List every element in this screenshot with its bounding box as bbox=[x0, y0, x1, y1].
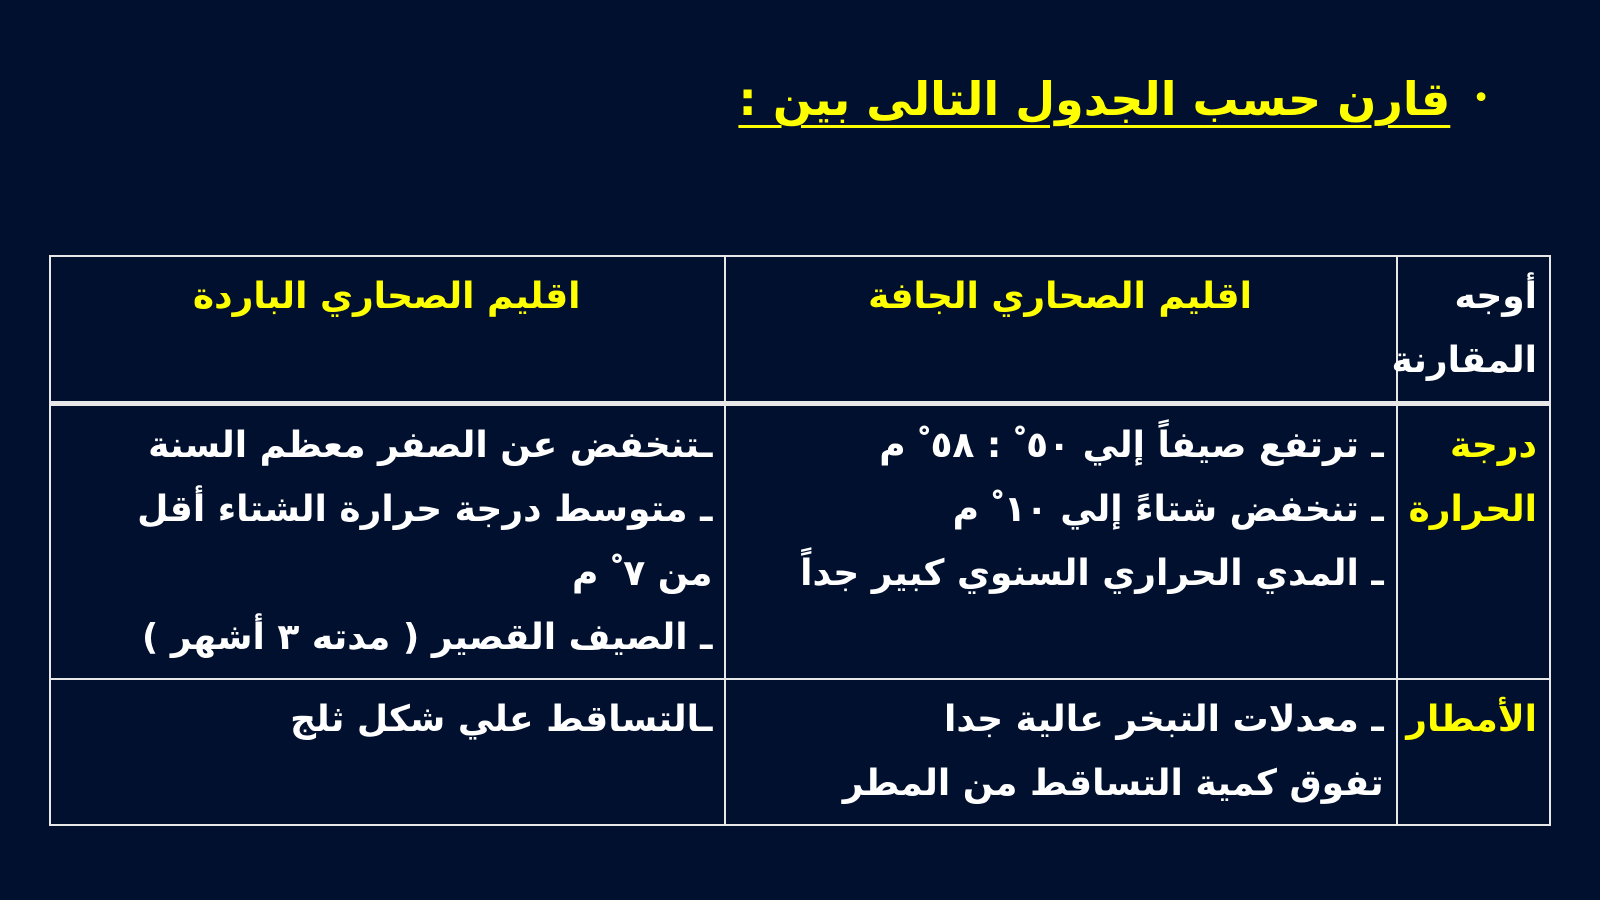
cell-cold-temperature bbox=[50, 404, 725, 680]
header-cell-aspect bbox=[1391, 256, 1550, 404]
header-aspect-line: أوجه bbox=[1454, 276, 1537, 317]
title-row bbox=[738, 72, 1490, 126]
cell-line: ـ تنخفض شتاءً إلي ١٠ ْ م bbox=[952, 489, 1384, 530]
cell-hot-temperature bbox=[725, 404, 1396, 680]
cell-hot-rainfall bbox=[725, 679, 1396, 825]
cell-cold-rainfall bbox=[50, 679, 725, 825]
cell-line: ـ ترتفع صيفاً إلي ٥٠ ْ : ٥٨ ْ م bbox=[879, 425, 1384, 466]
row-label-rainfall bbox=[1397, 679, 1550, 825]
table-row-rainfall bbox=[50, 679, 1550, 825]
table-row-temperature bbox=[50, 404, 1550, 680]
cell-line: ـ معدلات التبخر عالية جدا bbox=[944, 699, 1384, 740]
cell-line: تفوق كمية التساقط من المطر bbox=[842, 763, 1384, 804]
cell-line: ـ متوسط درجة حرارة الشتاء أقل bbox=[137, 489, 713, 530]
header-aspect-line: المقارنة bbox=[1391, 340, 1537, 381]
title-bullet: • bbox=[1472, 81, 1490, 116]
row-label-line: الأمطار bbox=[1406, 699, 1537, 740]
header-cell-cold-desert: اقليم الصحاري الباردة bbox=[50, 256, 725, 404]
cell-line: ـتنخفض عن الصفر معظم السنة bbox=[148, 425, 713, 466]
cell-line: من ٧ ْ م bbox=[571, 553, 713, 594]
table-header-row bbox=[50, 256, 1550, 404]
row-label-temperature bbox=[1397, 404, 1550, 680]
row-label-line: الحرارة bbox=[1408, 489, 1537, 530]
cell-line: ـ المدي الحراري السنوي كبير جداً bbox=[800, 553, 1384, 594]
comparison-table bbox=[49, 255, 1551, 826]
slide-title: قارن حسب الجدول التالى بين : bbox=[738, 72, 1451, 126]
cell-line: ـ الصيف القصير ( مدته ٣ أشهر ) bbox=[141, 617, 713, 658]
header-cell-hot-desert: اقليم الصحاري الجافة bbox=[725, 256, 1396, 404]
row-label-line: درجة bbox=[1450, 425, 1537, 466]
cell-line: ـالتساقط علي شكل ثلج bbox=[290, 699, 713, 740]
